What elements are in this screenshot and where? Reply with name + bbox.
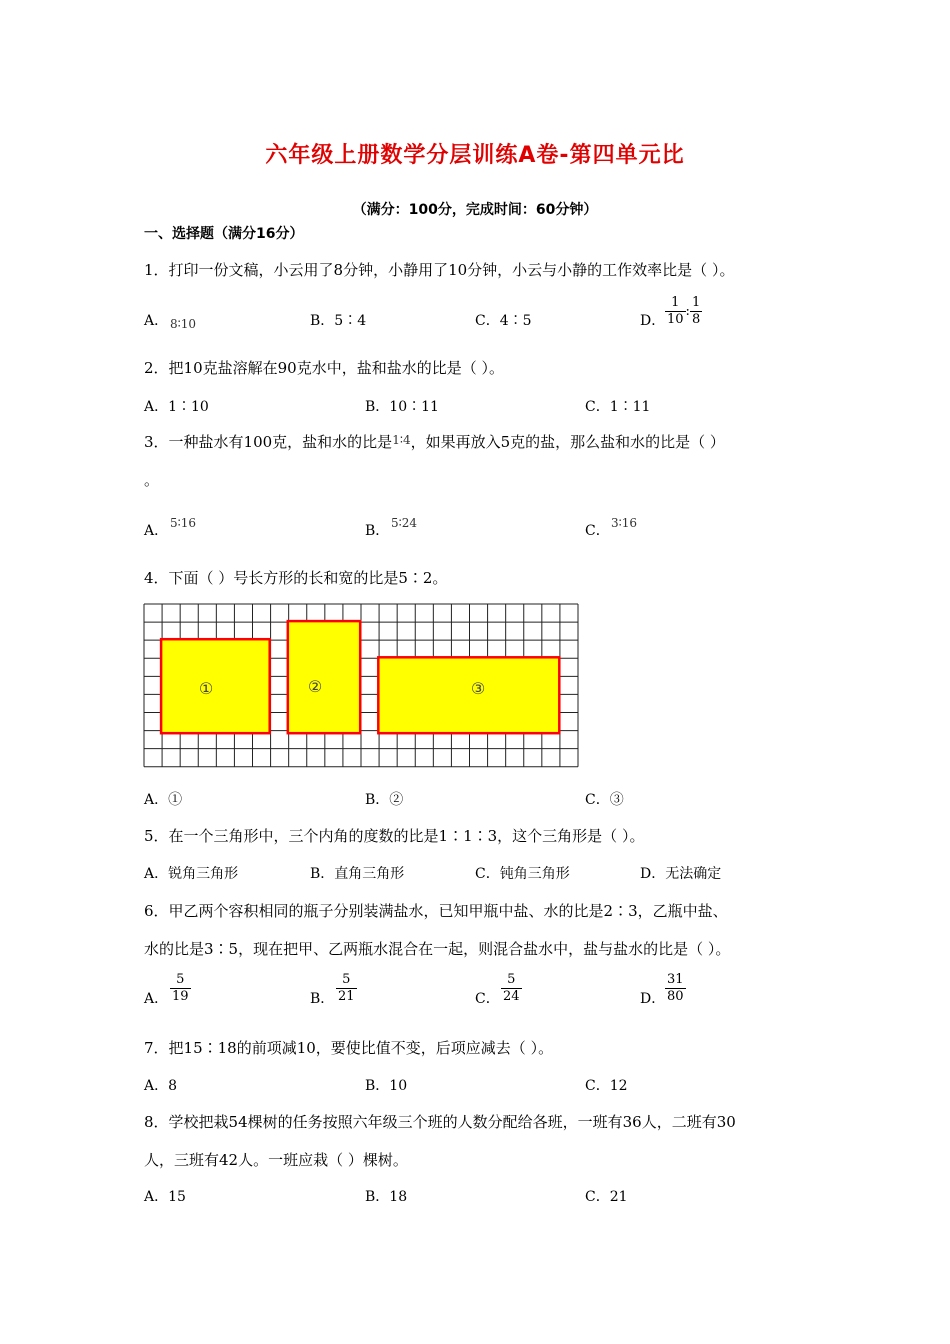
q5-option-a: A．锐角三角形 <box>144 866 239 882</box>
q3-option-a: 5∶16 <box>170 516 197 530</box>
rectangle-1-label: ① <box>198 679 214 698</box>
rectangle-3 <box>378 657 559 733</box>
question-8: 8．学校把栽54棵树的任务按照六年级三个班的人数分配给各班，一班有36人，二班有30 <box>144 1113 736 1131</box>
q2-option-b: B．10∶11 <box>365 399 439 415</box>
q3-option-b: 5∶24 <box>391 516 418 530</box>
q5-option-b: B．直角三角形 <box>310 866 405 882</box>
q1-option-c: C．4∶5 <box>475 313 532 329</box>
question-4: 4．下面（ ）号长方形的长和宽的比是5∶2。 <box>144 569 448 587</box>
q7-option-c: C．12 <box>585 1078 628 1094</box>
q1-option-a: 8∶10 <box>170 317 197 331</box>
q4-option-c: C．③ <box>585 792 624 808</box>
question-3: 3．一种盐水有100克，盐和水的比是$^{1∶4}$，如果再放入5克的盐，那么盐和水的比是（ ） <box>144 433 725 451</box>
q1-option-d-label: D． <box>640 313 666 329</box>
section-heading: 一、选择题（满分16分） <box>144 226 304 242</box>
q3-option-c: 3∶16 <box>611 516 638 530</box>
q3-option-c-label: C． <box>585 523 610 539</box>
question-1: 1．打印一份文稿，小云用了8分钟，小静用了10分钟，小云与小静的工作效率比是（ ）。 <box>144 261 735 279</box>
question-7: 7．把15∶18的前项减10，要使比值不变，后项应减去（ ）。 <box>144 1039 554 1057</box>
rectangle-3-label: ③ <box>470 679 486 698</box>
question-3-end: 。 <box>144 471 160 489</box>
q1-option-b: B．5∶4 <box>310 313 367 329</box>
q6-option-c-label: C． <box>475 991 500 1007</box>
q6-option-b-label: B． <box>310 991 335 1007</box>
q7-option-a: A．8 <box>144 1078 178 1094</box>
q6-option-d: $\frac{31}{80}$ <box>667 972 684 1004</box>
q4-option-a: A．① <box>144 792 183 808</box>
page-title: 六年级上册数学分层训练A卷-第四单元比 <box>265 143 685 168</box>
question-2: 2．把10克盐溶解在90克水中，盐和盐水的比是（ ）。 <box>144 359 504 377</box>
q2-option-a: A．1∶10 <box>144 399 209 415</box>
q8-option-a: A．15 <box>144 1189 186 1205</box>
q3-option-a-label: A． <box>144 523 169 539</box>
q6-option-c: $\frac{5}{24}$ <box>503 972 520 1004</box>
q6-option-a-label: A． <box>144 991 169 1007</box>
q6-option-d-label: D． <box>640 991 666 1007</box>
q6-option-a: $\frac{5}{19}$ <box>172 972 189 1004</box>
q1-option-a-label: A． <box>144 313 169 329</box>
q5-option-c: C．钝角三角形 <box>475 866 570 882</box>
rectangle-2-label: ② <box>307 677 323 696</box>
rectangle-grid-figure <box>143 603 579 773</box>
q2-option-c: C．1∶11 <box>585 399 651 415</box>
q6-option-b: $\frac{5}{21}$ <box>338 972 355 1004</box>
rectangle-1 <box>161 639 270 733</box>
question-6: 6．甲乙两个容积相同的瓶子分别装满盐水，已知甲瓶中盐、水的比是2∶3，乙瓶中盐、 <box>144 902 728 920</box>
question-5: 5．在一个三角形中，三个内角的度数的比是1∶1∶3，这个三角形是（ ）。 <box>144 827 645 845</box>
q8-option-b: B．18 <box>365 1189 408 1205</box>
page-subtitle: （满分：100分，完成时间：60分钟） <box>352 202 598 218</box>
rectangle-2 <box>288 621 360 733</box>
q3-option-b-label: B． <box>365 523 390 539</box>
question-8-line2: 人，三班有42人。一班应栽（ ）棵树。 <box>144 1151 408 1169</box>
q8-option-c: C．21 <box>585 1189 628 1205</box>
q1-option-d: $\frac{1}{10}$ : $\frac{1}{8}$ <box>667 295 701 327</box>
q7-option-b: B．10 <box>365 1078 408 1094</box>
question-6-line2: 水的比是3∶5，现在把甲、乙两瓶水混合在一起，则混合盐水中，盐与盐水的比是（ ）。 <box>144 940 731 958</box>
q5-option-d: D．无法确定 <box>640 866 722 882</box>
q4-option-b: B．② <box>365 792 404 808</box>
